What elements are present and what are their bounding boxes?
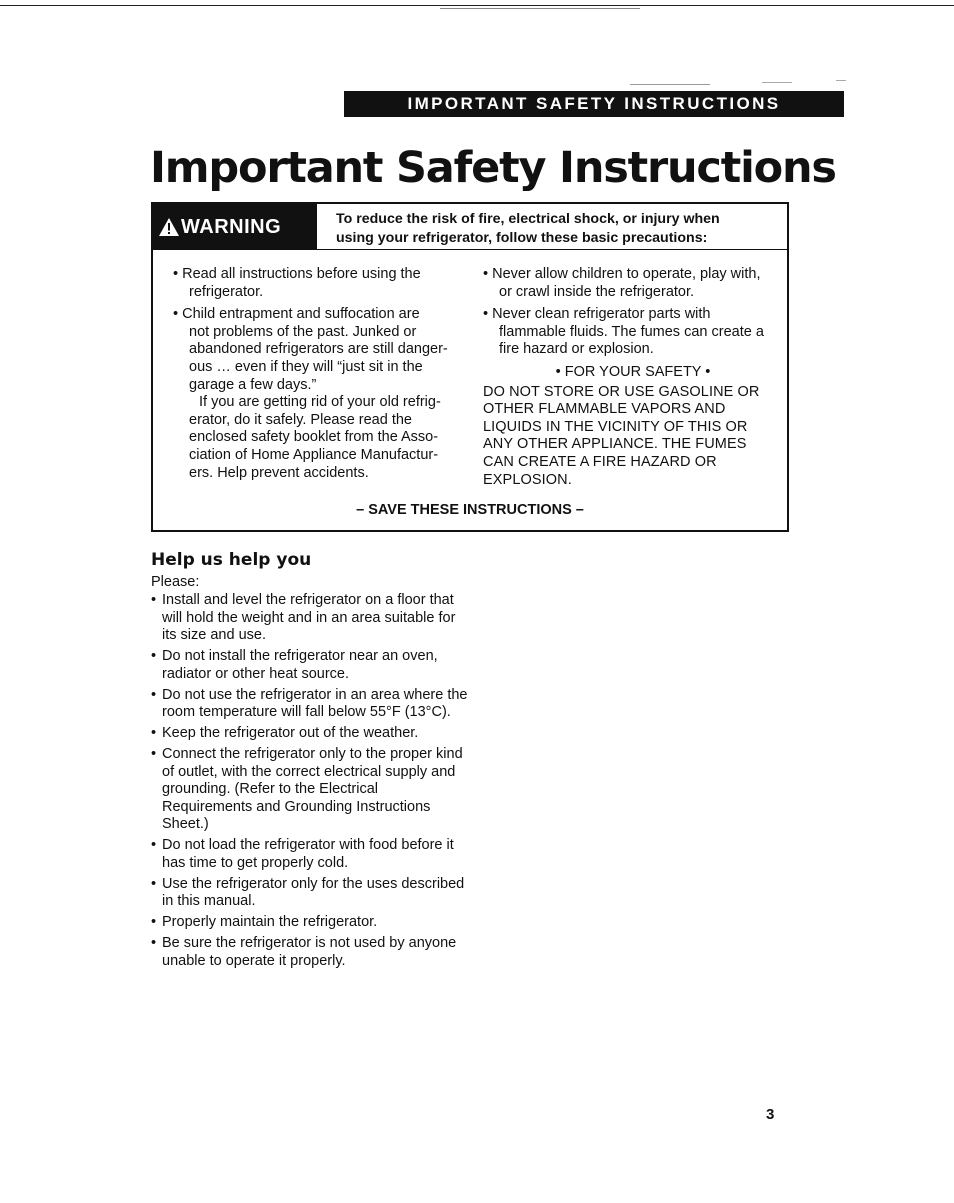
text-line: ciation of Home Appliance Manufactur- — [189, 446, 439, 463]
warning-box — [151, 202, 789, 532]
text-line: EXPLOSION. — [483, 471, 572, 488]
help-heading: Help us help you — [151, 550, 312, 570]
list-item: • Install and level the refrigerator on a floor that will hold the weight and in an area suitable for its size and use. — [151, 592, 471, 645]
list-item: • Properly maintain the refrigerator. — [151, 914, 471, 932]
text-line: fire hazard or explosion. — [499, 341, 654, 358]
text-line: abandoned refrigerators are still danger- — [189, 341, 448, 358]
section-banner: IMPORTANT SAFETY INSTRUCTIONS — [344, 91, 844, 117]
text-line: ers. Help prevent accidents. — [189, 464, 369, 481]
warning-left-column — [173, 266, 473, 487]
list-item: • Connect the refrigerator only to the proper kind of outlet, with the correct electrical supply and grounding. (Refer to the Electrical Requirements and Grounding Instructions Sheet.) — [151, 746, 471, 834]
text-line: OTHER FLAMMABLE VAPORS AND — [483, 401, 726, 418]
text-line: ANY OTHER APPLIANCE. THE FUMES — [483, 436, 747, 453]
warning-bullet — [483, 266, 783, 301]
list-item: • Keep the refrigerator out of the weather. — [151, 725, 471, 743]
text-line: erator, do it safely. Please read the — [189, 411, 413, 428]
warning-label — [153, 204, 316, 250]
text-line: garage a few days.” — [189, 376, 317, 393]
text-line: • Read all instructions before using the — [173, 266, 421, 282]
text-line: enclosed safety booklet from the Asso- — [189, 429, 439, 446]
top-rule-fragment — [440, 8, 640, 9]
text-line: refrigerator. — [189, 283, 264, 300]
warning-bullet — [173, 266, 473, 301]
text-line: flammable fluids. The fumes can create a — [499, 323, 764, 340]
text-line: • Never clean refrigerator parts with — [483, 306, 711, 323]
text-line: DO NOT STORE OR USE GASOLINE OR — [483, 383, 760, 400]
warning-intro-line: using your refrigerator, follow these basic precautions: — [336, 230, 708, 246]
text-line: not problems of the past. Junked or — [189, 323, 417, 340]
warning-label-text: WARNING — [181, 215, 282, 238]
text-line: If you are getting rid of your old refrig- — [199, 394, 441, 411]
for-your-safety-heading: • FOR YOUR SAFETY • — [555, 363, 711, 380]
page-number: 3 — [766, 1106, 775, 1123]
text-line: CAN CREATE A FIRE HAZARD OR — [483, 453, 717, 470]
flammable-vapors-warning — [483, 384, 783, 490]
scan-mark — [836, 80, 846, 81]
warning-intro-line: To reduce the risk of fire, electrical shock, or injury when — [336, 211, 720, 227]
text-line: • Never allow children to operate, play with, — [483, 266, 761, 282]
scan-mark — [762, 82, 792, 83]
warning-intro — [316, 204, 787, 250]
warning-right-column — [483, 266, 783, 494]
scan-mark — [630, 84, 710, 85]
text-line: LIQUIDS IN THE VICINITY OF THIS OR — [483, 418, 748, 435]
list-item: • Do not use the refrigerator in an area where the room temperature will fall below 55°F (13°C). — [151, 687, 471, 722]
save-instructions: – SAVE THESE INSTRUCTIONS – — [356, 502, 584, 518]
warning-bullet — [483, 306, 783, 359]
text-line: or crawl inside the refrigerator. — [499, 283, 695, 300]
text-line: ous … even if they will “just sit in the — [189, 358, 423, 375]
list-item: • Be sure the refrigerator is not used by anyone unable to operate it properly. — [151, 935, 471, 970]
list-item: • Do not install the refrigerator near an oven, radiator or other heat source. — [151, 648, 471, 683]
page-title: Important Safety Instructions — [150, 143, 836, 193]
help-list — [151, 592, 471, 974]
warning-triangle-icon — [158, 217, 180, 237]
help-intro: Please: — [151, 574, 200, 590]
warning-bullet — [173, 306, 473, 482]
text-line: • Child entrapment and suffocation are — [173, 306, 420, 323]
top-rule — [0, 5, 954, 6]
list-item: • Use the refrigerator only for the uses described in this manual. — [151, 876, 471, 911]
list-item: • Do not load the refrigerator with food before it has time to get properly cold. — [151, 837, 471, 872]
